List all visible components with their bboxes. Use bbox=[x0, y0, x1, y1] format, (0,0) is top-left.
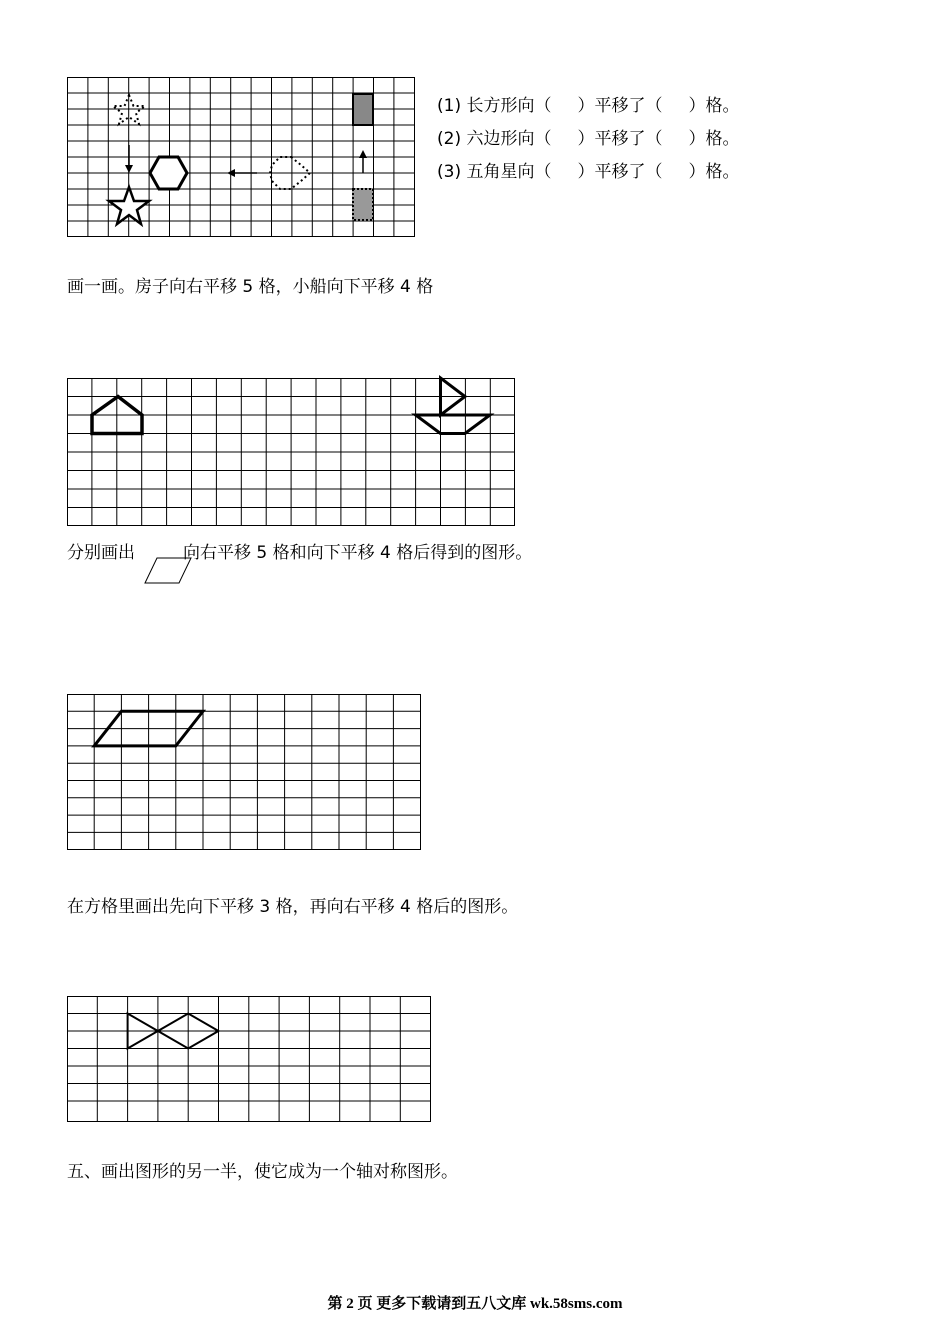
question-text-mid: ）平移了（ bbox=[577, 96, 663, 116]
instruction-post: 向右平移 5 格和向下平移 4 格后得到的图形。 bbox=[183, 543, 533, 563]
dotted-rectangle-shape bbox=[353, 189, 373, 220]
section-five-heading: 五、画出图形的另一半，使它成为一个轴对称图形。 bbox=[67, 1162, 458, 1182]
page-footer: 第 2 页 更多下载请到五八文库 wk.58sms.com bbox=[327, 1296, 623, 1312]
gray-rectangle-shape bbox=[353, 94, 373, 125]
question-text-pre: 六边形向（ bbox=[466, 129, 552, 149]
boat-shape bbox=[416, 378, 490, 434]
arrow-down-icon bbox=[125, 145, 133, 173]
question-number: (2) bbox=[437, 129, 462, 149]
question-hexagon bbox=[437, 129, 740, 149]
question-text-post: ）格。 bbox=[688, 129, 740, 149]
instruction-parallelogram bbox=[67, 543, 532, 563]
question-text-post: ）格。 bbox=[688, 162, 740, 182]
grid-lines bbox=[67, 694, 421, 850]
question-number: (3) bbox=[437, 162, 462, 182]
question-rectangle bbox=[437, 96, 740, 116]
inline-parallelogram-icon bbox=[143, 555, 195, 587]
question-text-pre: 五角星向（ bbox=[466, 162, 552, 182]
question-text-mid: ）平移了（ bbox=[577, 162, 663, 182]
grid-lines bbox=[67, 996, 431, 1122]
instruction-house-boat: 画一画。房子向右平移 5 格，小船向下平移 4 格 bbox=[67, 277, 434, 297]
question-text-mid: ）平移了（ bbox=[577, 129, 663, 149]
hexagon-shape bbox=[150, 157, 187, 189]
grid-parallelogram[interactable] bbox=[67, 694, 422, 851]
arrow-up-icon bbox=[359, 150, 367, 173]
question-text-post: ）格。 bbox=[688, 96, 740, 116]
instruction-pre: 分别画出 bbox=[67, 543, 135, 563]
instruction-bowtie: 在方格里画出先向下平移 3 格，再向右平移 4 格后的图形。 bbox=[67, 897, 519, 917]
question-star bbox=[437, 162, 740, 182]
grid-bowtie[interactable] bbox=[67, 996, 432, 1123]
grid-lines bbox=[67, 378, 515, 526]
grid-house-boat[interactable] bbox=[67, 378, 517, 528]
question-number: (1) bbox=[437, 96, 462, 116]
question-text-pre: 长方形向（ bbox=[466, 96, 552, 116]
grid-translation-figures bbox=[67, 77, 416, 238]
arrow-left-icon bbox=[227, 169, 257, 177]
